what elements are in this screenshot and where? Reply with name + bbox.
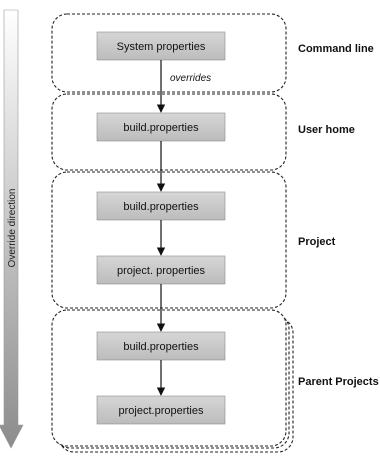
group-box-parent-projects: [52, 310, 293, 452]
group-label-parent-projects: Parent Projects: [298, 376, 379, 388]
node-project-project-properties-label: project. properties: [116, 265, 206, 277]
node-project-project-properties: [97, 256, 225, 284]
edge-label-overrides: overrides: [170, 73, 212, 84]
group-label-user-home: User home: [298, 124, 355, 136]
node-user-home-build-properties: [97, 113, 225, 141]
node-user-home-build-properties-label: build.properties: [123, 122, 199, 134]
node-project-build-properties: [97, 192, 225, 220]
node-parent-build-properties-label: build.properties: [123, 341, 199, 353]
group-label-command-line: Command line: [298, 43, 374, 55]
override-direction-label: Override direction: [7, 188, 18, 268]
node-parent-project-properties: [97, 396, 225, 424]
node-system-properties-label: System properties: [116, 41, 206, 53]
node-system-properties: [97, 32, 225, 60]
node-project-build-properties-label: build.properties: [123, 201, 199, 213]
group-label-project: Project: [298, 236, 336, 248]
node-parent-build-properties: [97, 332, 225, 360]
node-parent-project-properties-label: project.properties: [118, 405, 204, 417]
